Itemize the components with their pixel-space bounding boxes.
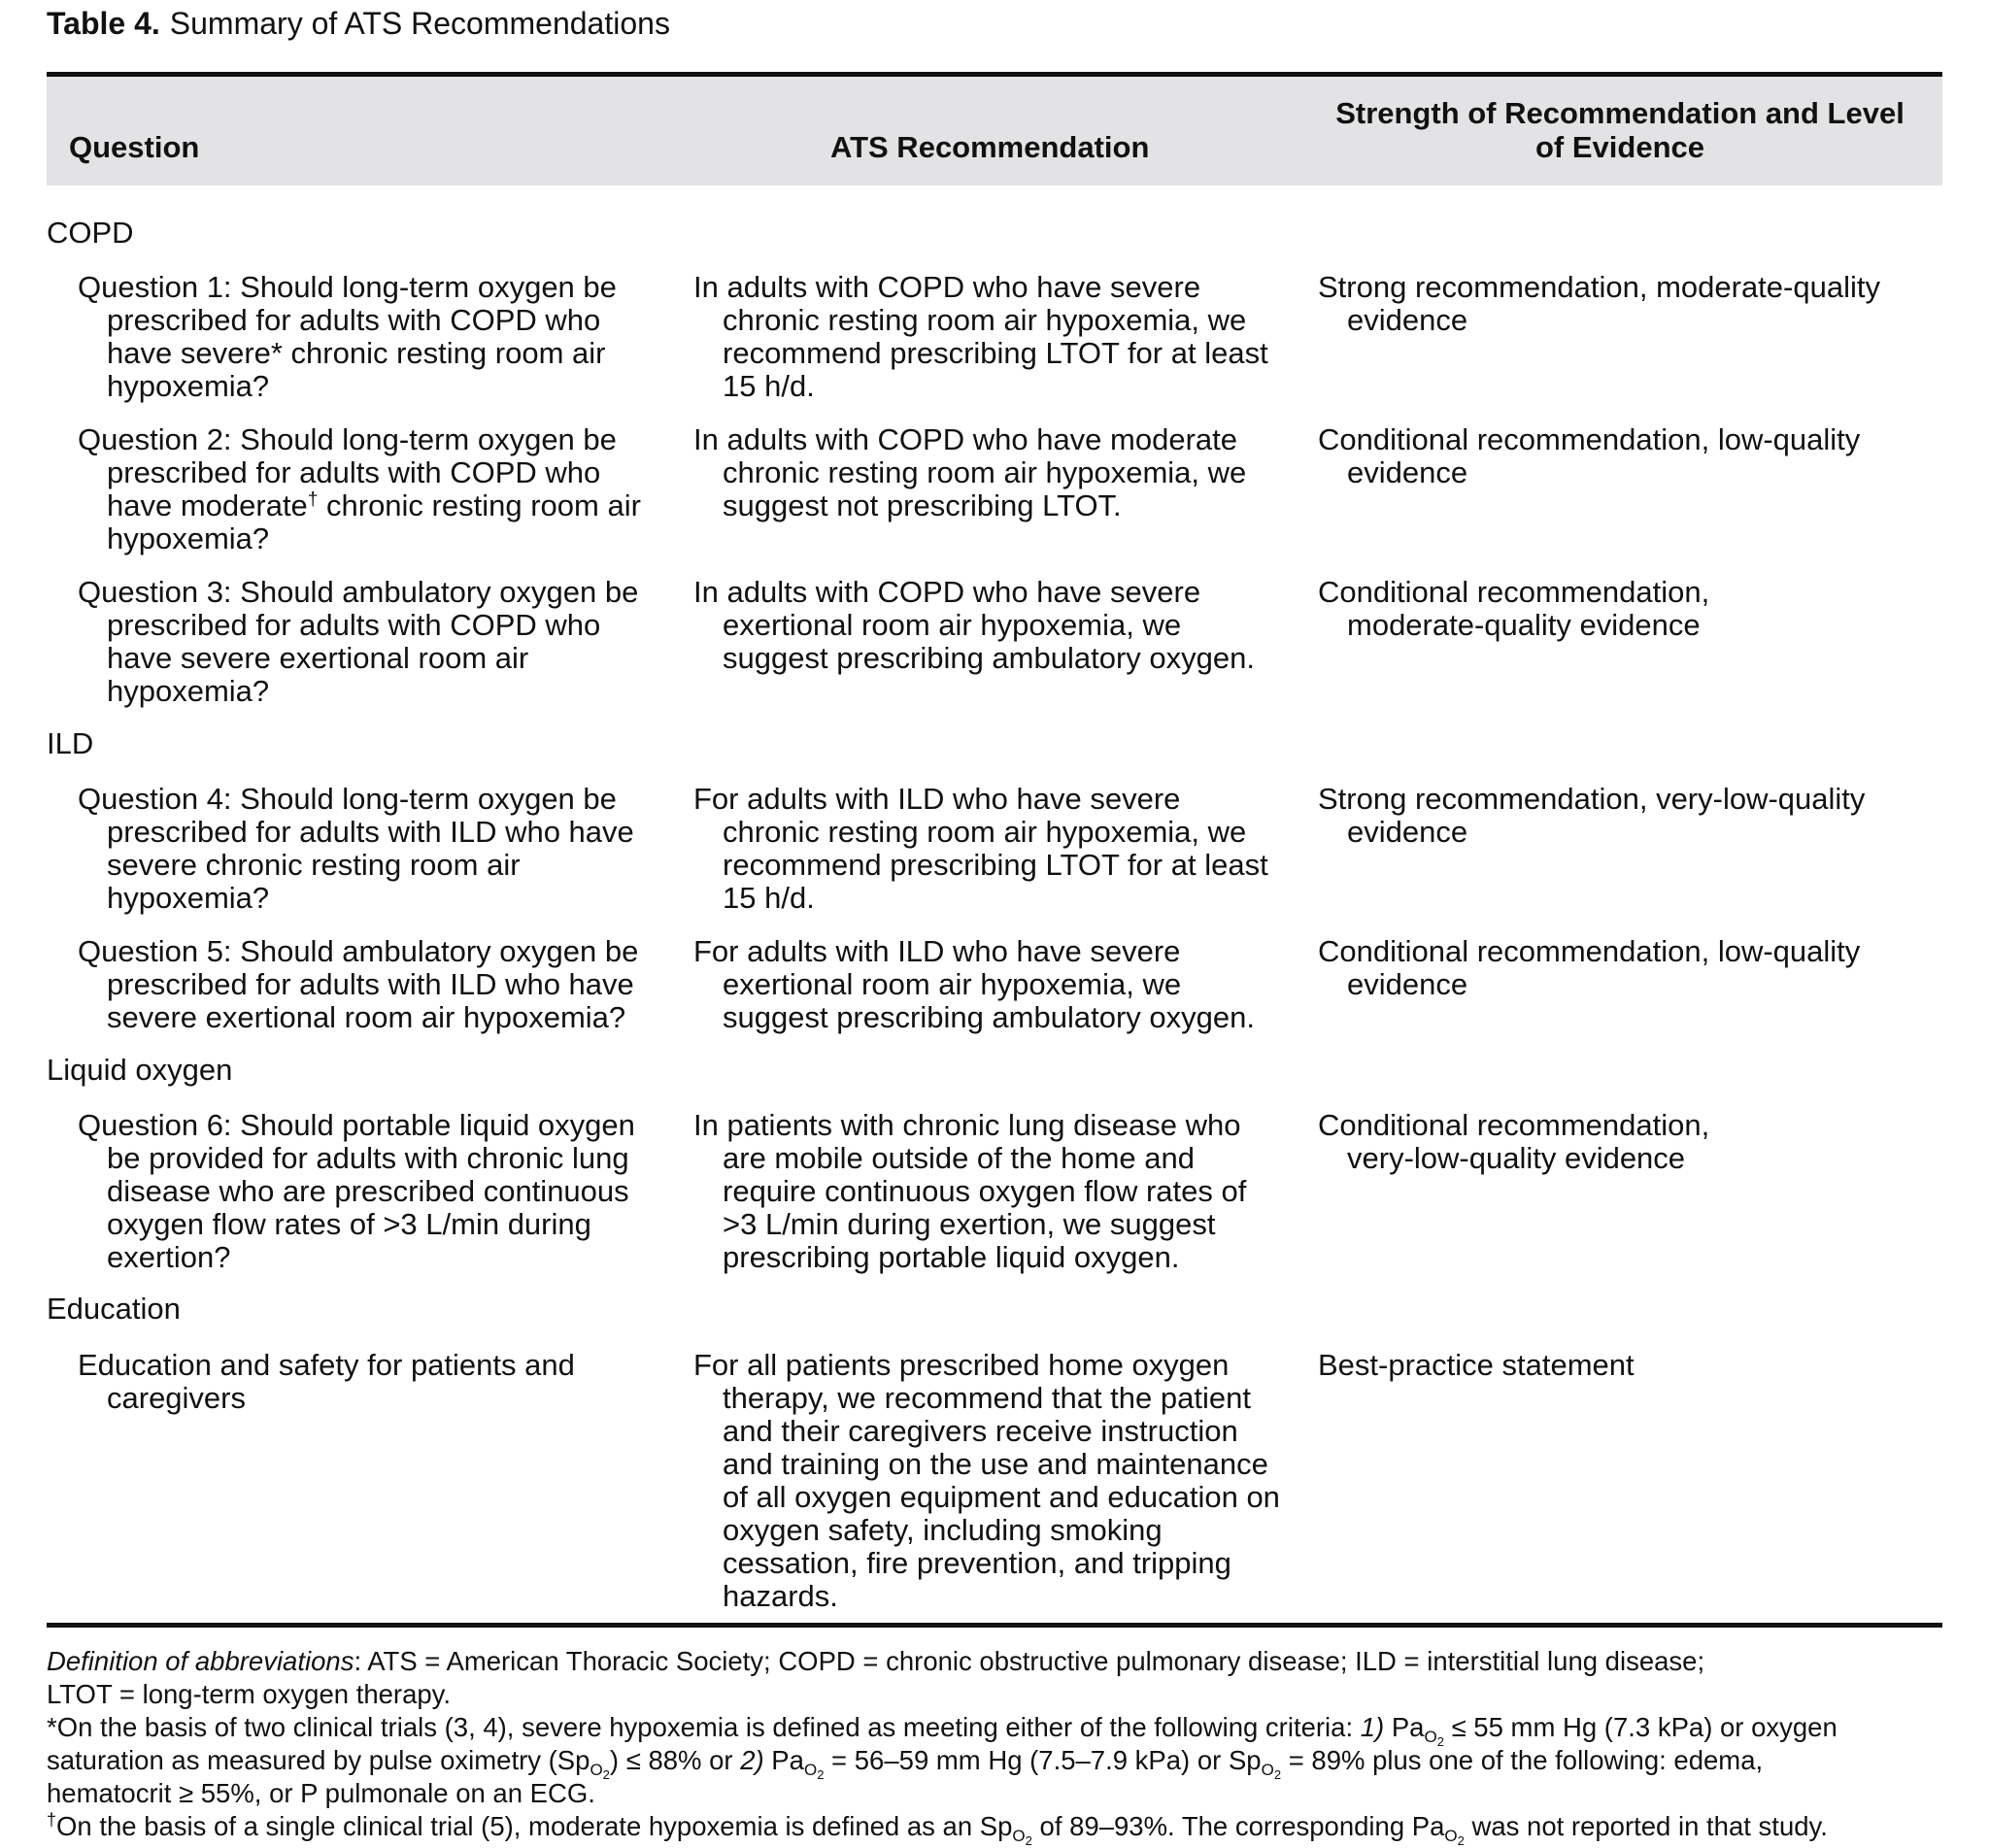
section-ild: ILD xyxy=(47,726,94,760)
question-5: Question 5: Should ambulatory oxygen be prescribed for adults with ILD who have severe exertional room air hypoxemia? xyxy=(78,934,639,1034)
footnote-abbreviations: Definition of abbreviations: ATS = American Thoracic Society; COPD = chronic obstructive pulmonary disease; ILD = interstitial lung disease; xyxy=(47,1646,1705,1676)
recommendation-education: For all patients prescribed home oxygen therapy, we recommend that the patient and their caregivers receive instruction and training on the use and maintenance of all oxygen equipment and education on oxygen safety, including smoking cessation, fire prevention, and tripping hazards. xyxy=(693,1348,1280,1613)
strength-education: Best-practice statement xyxy=(1318,1348,1635,1382)
table-header xyxy=(47,77,1942,185)
question-2: Question 2: Should long-term oxygen be prescribed for adults with COPD who have moderate† chronic resting room air hypoxemia? xyxy=(78,422,641,555)
recommendation-6: In patients with chronic lung disease who are mobile outside of the home and require continuous oxygen flow rates of >3 L/min during exertion, we suggest prescribing portable liquid oxygen. xyxy=(693,1108,1247,1274)
footnote-severe-line1: *On the basis of two clinical trials (3, 4), severe hypoxemia is defined as meeting either of the following criteria: 1) $Pa_{O_2} \le 55$ mm Hg (7.3 kPa) or oxygen xyxy=(47,1712,1837,1749)
recommendation-3: In adults with COPD who have severe exertional room air hypoxemia, we suggest prescribing ambulatory oxygen. xyxy=(693,575,1255,675)
footnote-severe-line2: saturation as measured by pulse oximetry $(Sp_{O_2}) \le 88\%$ or 2) $Pa_{O_2} = 56-59$ mm Hg (7.5–7.9 kPa) or $Sp_{O_2} = 89\%$ plus one of the following: edema, xyxy=(47,1745,1764,1782)
strength-3: Conditional recommendation, moderate-quality evidence xyxy=(1318,575,1710,642)
strength-4: Strong recommendation, very-low-quality evidence xyxy=(1318,782,1866,849)
table-title: Summary of ATS Recommendations xyxy=(169,6,670,41)
question-education: Education and safety for patients and caregivers xyxy=(78,1348,575,1415)
header-question: Question xyxy=(69,130,200,164)
question-1: Question 1: Should long-term oxygen be prescribed for adults with COPD who have severe* chronic resting room air hypoxemia? xyxy=(78,270,617,403)
recommendation-1: In adults with COPD who have severe chronic resting room air hypoxemia, we recommend prescribing LTOT for at least 15 h/d. xyxy=(693,270,1268,403)
recommendation-4: For adults with ILD who have severe chronic resting room air hypoxemia, we recommend prescribing LTOT for at least 15 h/d. xyxy=(693,782,1268,915)
header-strength xyxy=(1309,96,1931,164)
strength-2: Conditional recommendation, low-quality evidence xyxy=(1318,422,1861,489)
header-strength-line1: Strength of Recommendation and Level xyxy=(1335,96,1905,130)
recommendation-5: For adults with ILD who have severe exertional room air hypoxemia, we suggest prescribing ambulatory oxygen. xyxy=(693,934,1255,1034)
header-recommendation: ATS Recommendation xyxy=(830,130,1150,164)
strength-6: Conditional recommendation, very-low-quality evidence xyxy=(1318,1108,1710,1175)
section-education: Education xyxy=(47,1292,181,1326)
question-4: Question 4: Should long-term oxygen be prescribed for adults with ILD who have severe chronic resting room air hypoxemia? xyxy=(78,782,634,915)
recommendation-2: In adults with COPD who have moderate chronic resting room air hypoxemia, we suggest not prescribing LTOT. xyxy=(693,422,1247,522)
footnote-moderate: †On the basis of a single clinical trial (5), moderate hypoxemia is defined as an $Sp_{O_2}$ of 89–93%. The corresponding $Pa_{O_2}$ was not reported in that study. xyxy=(47,1810,1828,1848)
section-copd: COPD xyxy=(47,216,134,250)
header-strength-line2: of Evidence xyxy=(1535,130,1704,164)
table-label: Table 4. xyxy=(47,6,160,41)
question-3: Question 3: Should ambulatory oxygen be prescribed for adults with COPD who have severe exertional room air hypoxemia? xyxy=(78,575,639,708)
dagger-mark: † xyxy=(307,489,319,510)
table-bottom-rule xyxy=(47,1623,1942,1628)
table-caption xyxy=(47,4,670,43)
section-liquid-oxygen: Liquid oxygen xyxy=(47,1053,233,1087)
strength-1: Strong recommendation, moderate-quality evidence xyxy=(1318,270,1880,337)
table-footnotes: Definition of abbreviations: ATS = American Thoracic Society; COPD = chronic obstructive pulmonary disease; ILD = interstitial lung disease; LTOT = long-term oxygen therapy. *On the basis of two clinical trials (3, 4), severe hypoxemia is defined as meeting either of the following criteria: 1) $Pa_{O_2} \le 55$ mm Hg (7.3 kPa) or oxygen saturation as measured by pulse oximetry $(Sp_{O_2}) \le 88\%$ or 2) $Pa_{O_2} = 56-59$ mm Hg (7.5–7.9 kPa) or $Sp_{O_2} = 89\%$ plus one of the following: edema, hematocrit ≥ 55%, or P pulmonale on an ECG. †On the basis of a single clinical trial (5), moderate hypoxemia is defined as an $Sp_{O_2}$ of 89–93%. The corresponding $Pa_{O_2}$ was not reported in that study. xyxy=(47,1645,1950,1843)
question-6: Question 6: Should portable liquid oxygen be provided for adults with chronic lung disease who are prescribed continuous oxygen flow rates of >3 L/min during exertion? xyxy=(78,1108,635,1274)
strength-5: Conditional recommendation, low-quality evidence xyxy=(1318,934,1861,1001)
